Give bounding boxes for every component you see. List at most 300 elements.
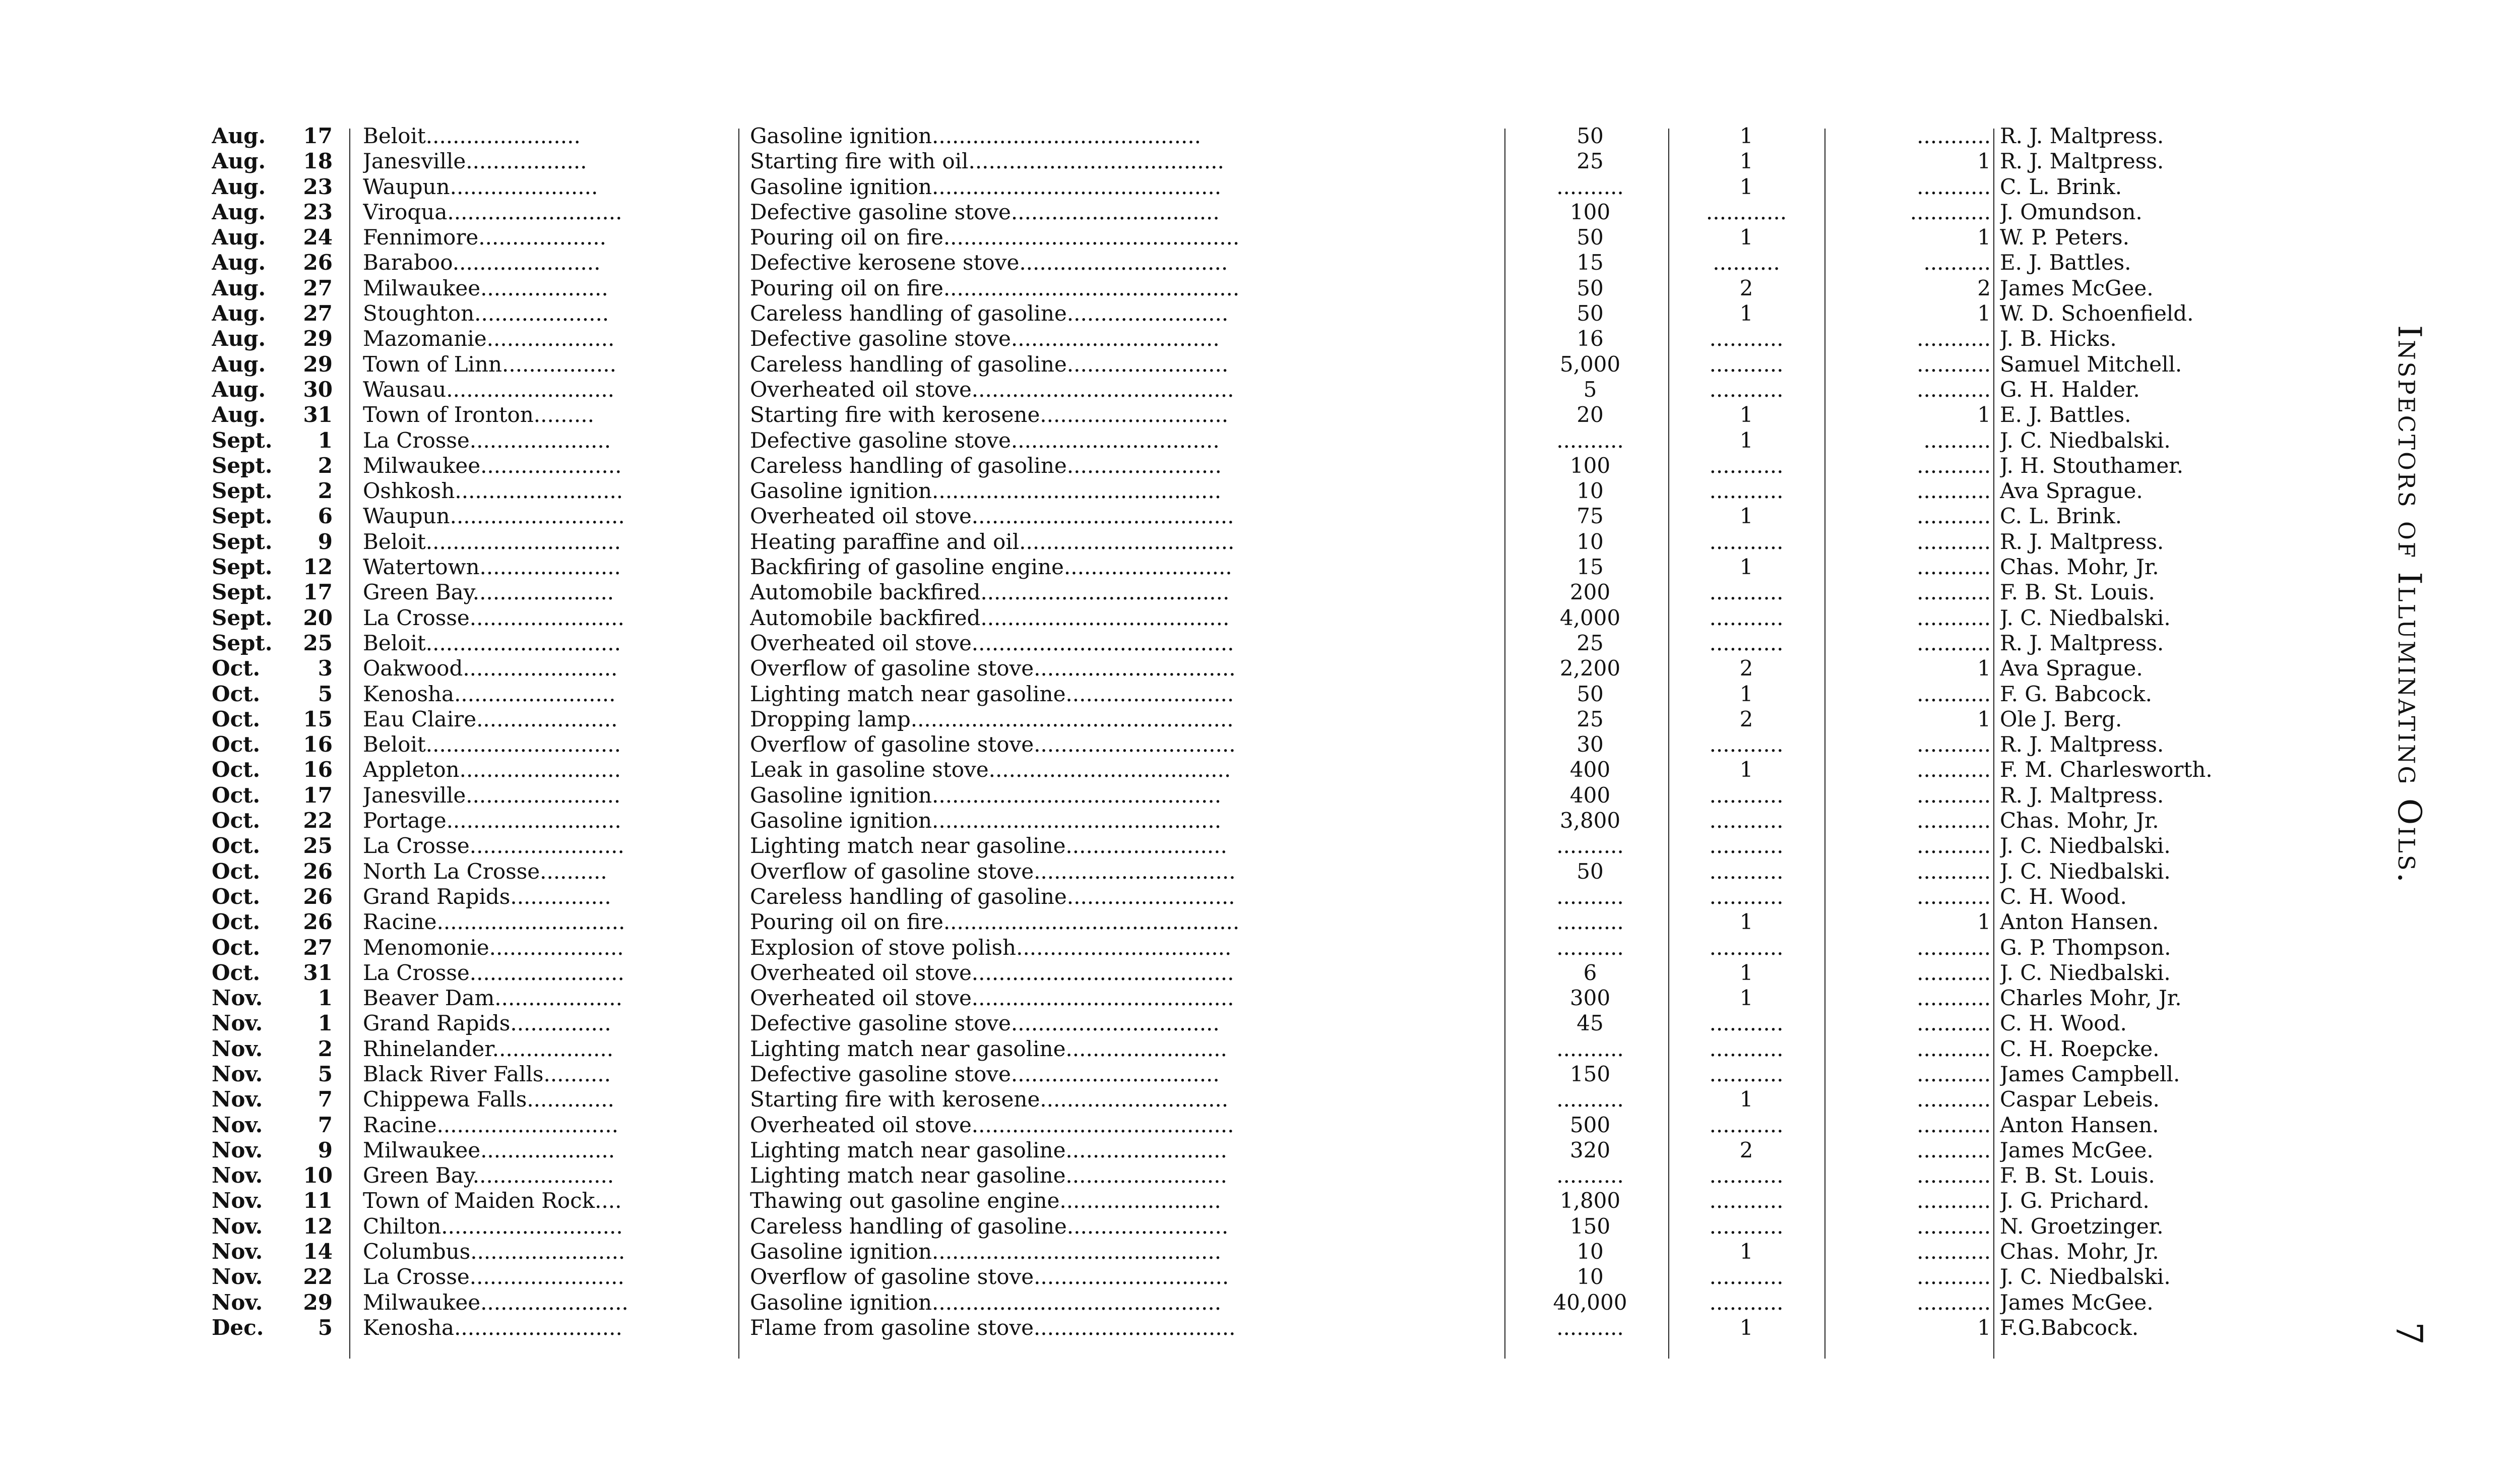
row-place: Waupun...................... [363,174,598,199]
row-count-a: 1 [1739,1087,1753,1112]
row-month: Nov. [212,1061,263,1086]
row-month: Oct. [212,706,261,731]
row-cause: Overheated oil stove....................................... [750,504,1234,529]
row-place: Wausau......................... [363,377,615,402]
row-inspector: James Campbell. [2000,1061,2180,1086]
row-loss: 25 [1577,149,1604,174]
row-day: 23 [303,174,333,199]
row-count-b: ........... [1917,1163,1991,1188]
row-place: La Crosse....................... [363,833,624,858]
row-place: Rhinelander.................. [363,1036,614,1061]
row-count-b: ........... [1917,630,1991,655]
row-cause: Automobile backfired..................................... [750,605,1230,630]
row-day: 26 [303,858,333,884]
row-loss: 6 [1583,960,1597,985]
table-row [0,402,2369,427]
row-loss: 50 [1577,301,1604,326]
row-count-b: ........... [1917,124,1991,148]
row-month: Nov. [212,1036,263,1061]
row-inspector: W. D. Schoenfield. [2000,301,2194,326]
row-count-b: ........... [1917,1087,1991,1112]
row-count-b: ........... [1917,478,1991,504]
row-day: 26 [303,884,333,909]
row-day: 2 [318,453,333,478]
row-month: Nov. [212,986,263,1011]
row-inspector: W. P. Peters. [2000,225,2129,250]
row-place: Milwaukee.................... [363,1137,615,1162]
row-count-b: ........... [1917,858,1991,884]
row-count-a: ........... [1709,732,1784,757]
row-loss: 100 [1569,199,1611,224]
running-head: Inspectors of Illuminating Oils. [2390,325,2428,885]
row-loss: 150 [1569,1061,1611,1086]
row-day: 25 [303,833,333,858]
row-inspector: F. M. Charlesworth. [2000,757,2213,782]
table-row [0,783,2369,808]
table-row [0,1214,2369,1239]
row-cause: Explosion of stove polish................................ [750,935,1232,960]
row-day: 5 [318,1315,333,1340]
row-cause: Overheated oil stove....................................... [750,1112,1234,1137]
row-place: Chippewa Falls............. [363,1087,614,1112]
row-month: Sept. [212,427,273,453]
row-place: Viroqua.......................... [363,199,622,224]
row-count-b: ........... [1917,1239,1991,1264]
row-count-a: ........... [1709,326,1784,351]
row-month: Nov. [212,1137,263,1162]
row-month: Dec. [212,1315,264,1340]
row-loss: 320 [1569,1137,1611,1162]
row-cause: Defective kerosene stove............................... [750,250,1228,275]
row-count-b: ........... [1917,884,1991,909]
row-cause: Lighting match near gasoline........................ [750,833,1227,858]
row-loss: 5,000 [1559,351,1621,377]
row-day: 3 [318,656,333,681]
row-month: Sept. [212,555,273,580]
row-day: 6 [318,504,333,529]
row-cause: Gasoline ignition........................................... [750,478,1222,504]
table-row [0,453,2369,478]
row-month: Sept. [212,580,273,605]
table-row [0,1062,2369,1087]
row-cause: Defective gasoline stove............................... [750,199,1220,224]
row-count-b: ........... [1917,1264,1991,1290]
row-count-a: ........... [1709,1290,1784,1315]
row-day: 18 [303,149,333,174]
row-day: 17 [303,124,333,148]
row-place: Stoughton.................... [363,301,609,326]
row-cause: Lighting match near gasoline........................ [750,1163,1227,1188]
row-count-b: .......... [1923,250,1991,275]
row-day: 31 [303,402,333,427]
row-loss: 300 [1569,986,1611,1011]
row-month: Aug. [212,250,266,275]
row-month: Oct. [212,960,261,985]
row-count-a: 1 [1739,427,1753,453]
row-count-a: ........... [1709,1112,1784,1137]
row-place: Town of Maiden Rock.... [363,1188,622,1213]
table-row [0,301,2369,326]
row-place: Green Bay..................... [363,580,614,605]
row-inspector: R. J. Maltpress. [2000,782,2164,808]
row-inspector: C. L. Brink. [2000,174,2122,199]
row-count-a: ........... [1709,884,1784,909]
row-loss: 200 [1569,580,1611,605]
row-cause: Thawing out gasoline engine........................ [750,1188,1221,1213]
row-day: 20 [303,605,333,630]
row-count-b: 1 [1977,225,1991,250]
table-row [0,377,2369,402]
row-cause: Starting fire with kerosene............................ [750,1087,1229,1112]
table-row [0,1011,2369,1036]
row-cause: Gasoline ignition........................................... [750,1239,1222,1264]
row-inspector: R. J. Maltpress. [2000,149,2164,174]
row-cause: Careless handling of gasoline........................ [750,1213,1229,1239]
row-month: Nov. [212,1264,263,1290]
row-inspector: J. C. Niedbalski. [2000,1264,2171,1290]
row-count-a: ............ [1706,199,1787,224]
table-row [0,935,2369,960]
row-count-a: ........... [1709,351,1784,377]
row-day: 17 [303,580,333,605]
row-count-b: 1 [1977,656,1991,681]
table-row [0,833,2369,858]
row-day: 29 [303,326,333,351]
row-inspector: James McGee. [2000,1137,2154,1162]
row-cause: Overheated oil stove....................................... [750,630,1234,655]
row-inspector: J. H. Stouthamer. [2000,453,2184,478]
row-place: Appleton........................ [363,757,621,782]
row-loss: 1,800 [1559,1188,1621,1213]
row-day: 27 [303,301,333,326]
row-place: Kenosha........................ [363,681,616,706]
row-cause: Gasoline ignition........................................... [750,782,1222,808]
row-inspector: C. H. Wood. [2000,884,2127,909]
row-day: 22 [303,1264,333,1290]
table-row [0,656,2369,681]
row-cause: Automobile backfired..................................... [750,580,1230,605]
row-inspector: G. H. Halder. [2000,377,2140,402]
row-count-a: ........... [1709,580,1784,605]
row-cause: Pouring oil on fire............................................ [750,275,1240,300]
row-month: Aug. [212,301,266,326]
row-count-b: ........... [1917,351,1991,377]
table-row [0,1113,2369,1138]
row-count-b: 2 [1977,275,1991,300]
row-loss: 50 [1577,275,1604,300]
row-count-b: ........... [1917,326,1991,351]
row-place: Beloit............................. [363,630,621,655]
row-loss: 50 [1577,225,1604,250]
row-count-a: ........... [1709,453,1784,478]
row-day: 9 [318,1137,333,1162]
row-place: Portage.......................... [363,808,621,833]
row-inspector: J. C. Niedbalski. [2000,960,2171,985]
row-count-a: ........... [1709,1163,1784,1188]
row-count-a: ........... [1709,630,1784,655]
row-place: Milwaukee...................... [363,1290,628,1315]
row-place: Black River Falls.......... [363,1061,611,1086]
table-row [0,960,2369,986]
row-cause: Gasoline ignition........................................... [750,1290,1222,1315]
row-inspector: R. J. Maltpress. [2000,124,2164,148]
row-month: Aug. [212,275,266,300]
row-place: Janesville.................. [363,149,587,174]
row-count-b: ........... [1917,833,1991,858]
row-cause: Gasoline ignition........................................... [750,808,1222,833]
row-cause: Defective gasoline stove............................... [750,326,1220,351]
row-place: Grand Rapids............... [363,884,611,909]
row-loss: 45 [1577,1011,1604,1036]
row-count-a: 1 [1739,1239,1753,1264]
row-place: Milwaukee................... [363,275,608,300]
row-inspector: Charles Mohr, Jr. [2000,986,2182,1011]
row-loss: .......... [1556,1036,1624,1061]
row-inspector: James McGee. [2000,1290,2154,1315]
row-loss: 25 [1577,630,1604,655]
row-count-a: 1 [1739,124,1753,148]
row-loss: 10 [1577,1264,1604,1290]
row-count-b: ........... [1917,1137,1991,1162]
row-month: Nov. [212,1112,263,1137]
row-month: Oct. [212,732,261,757]
row-count-b: ........... [1917,1112,1991,1137]
row-count-b: ............ [1910,199,1991,224]
row-place: Oshkosh......................... [363,478,623,504]
row-day: 1 [318,986,333,1011]
table-row [0,504,2369,529]
table-row [0,352,2369,377]
row-place: Columbus....................... [363,1239,625,1264]
row-count-a: 1 [1739,225,1753,250]
row-count-b: 1 [1977,909,1991,935]
row-month: Aug. [212,377,266,402]
table-row [0,1239,2369,1264]
row-day: 12 [303,1213,333,1239]
row-cause: Backfiring of gasoline engine......................... [750,555,1232,580]
row-count-a: 1 [1739,301,1753,326]
row-count-a: ........... [1709,808,1784,833]
row-month: Oct. [212,909,261,935]
row-count-a: 1 [1739,681,1753,706]
row-place: Green Bay..................... [363,1163,614,1188]
row-month: Aug. [212,351,266,377]
row-cause: Overflow of gasoline stove.............................. [750,732,1236,757]
row-inspector: J. G. Prichard. [2000,1188,2150,1213]
row-cause: Defective gasoline stove............................... [750,427,1220,453]
row-inspector: F. B. St. Louis. [2000,1163,2155,1188]
row-count-b: ........... [1917,605,1991,630]
table-row [0,555,2369,580]
row-count-b: 1 [1977,706,1991,731]
row-inspector: R. J. Maltpress. [2000,732,2164,757]
row-cause: Careless handling of gasoline........................ [750,301,1229,326]
row-place: Town of Ironton......... [363,402,594,427]
row-count-a: 2 [1739,1137,1753,1162]
row-inspector: Chas. Mohr, Jr. [2000,808,2159,833]
row-count-a: 1 [1739,174,1753,199]
table-row [0,149,2369,174]
row-loss: .......... [1556,427,1624,453]
row-month: Aug. [212,124,266,148]
row-day: 5 [318,1061,333,1086]
table-row [0,605,2369,631]
row-loss: 2,200 [1559,656,1621,681]
row-count-b: ........... [1917,681,1991,706]
row-day: 1 [318,1011,333,1036]
table-row [0,1290,2369,1315]
row-day: 16 [303,757,333,782]
row-inspector: Caspar Lebeis. [2000,1087,2160,1112]
row-inspector: James McGee. [2000,275,2154,300]
row-inspector: C. H. Roepcke. [2000,1036,2160,1061]
row-inspector: C. L. Brink. [2000,504,2122,529]
row-cause: Leak in gasoline stove.................................... [750,757,1231,782]
table-row [0,124,2369,149]
row-cause: Lighting match near gasoline........................ [750,1036,1227,1061]
row-cause: Overflow of gasoline stove............................. [750,1264,1229,1290]
row-count-a: ........... [1709,605,1784,630]
row-month: Oct. [212,782,261,808]
row-count-a: 1 [1739,149,1753,174]
row-cause: Overheated oil stove....................................... [750,377,1234,402]
row-inspector: Ava Sprague. [2000,656,2143,681]
row-place: Grand Rapids............... [363,1011,611,1036]
row-day: 15 [303,706,333,731]
row-loss: .......... [1556,884,1624,909]
row-count-b: 1 [1977,301,1991,326]
table-row [0,631,2369,656]
row-month: Aug. [212,174,266,199]
row-count-b: ........... [1917,529,1991,554]
row-count-b: ........... [1917,960,1991,985]
row-place: Beloit............................. [363,529,621,554]
row-month: Sept. [212,630,273,655]
row-place: Waupun.......................... [363,504,625,529]
row-day: 2 [318,1036,333,1061]
table-row [0,757,2369,782]
row-cause: Careless handling of gasoline......................... [750,884,1235,909]
row-day: 24 [303,225,333,250]
row-cause: Overflow of gasoline stove.............................. [750,858,1236,884]
row-month: Nov. [212,1011,263,1036]
row-day: 2 [318,478,333,504]
table-row [0,1264,2369,1290]
row-place: Eau Claire..................... [363,706,618,731]
row-loss: 30 [1577,732,1604,757]
row-month: Aug. [212,149,266,174]
row-month: Oct. [212,858,261,884]
row-month: Nov. [212,1188,263,1213]
row-day: 11 [303,1188,333,1213]
row-inspector: G. P. Thompson. [2000,935,2171,960]
row-cause: Gasoline ignition........................................ [750,124,1202,148]
row-cause: Overheated oil stove....................................... [750,986,1234,1011]
row-day: 26 [303,250,333,275]
row-inspector: Ava Sprague. [2000,478,2143,504]
row-day: 12 [303,555,333,580]
row-day: 25 [303,630,333,655]
row-count-a: 1 [1739,402,1753,427]
row-inspector: Ole J. Berg. [2000,706,2122,731]
row-month: Aug. [212,402,266,427]
row-month: Nov. [212,1239,263,1264]
row-count-b: ........... [1917,782,1991,808]
row-month: Oct. [212,935,261,960]
row-inspector: Anton Hansen. [2000,1112,2159,1137]
row-cause: Gasoline ignition........................................... [750,174,1222,199]
row-day: 1 [318,427,333,453]
row-loss: 10 [1577,478,1604,504]
row-month: Aug. [212,199,266,224]
row-loss: 400 [1569,757,1611,782]
row-place: Oakwood....................... [363,656,618,681]
row-loss: 50 [1577,681,1604,706]
row-cause: Pouring oil on fire............................................ [750,909,1240,935]
row-inspector: Samuel Mitchell. [2000,351,2182,377]
row-count-b: ........... [1917,1061,1991,1086]
row-place: Menomonie.................... [363,935,624,960]
row-count-a: ........... [1709,1061,1784,1086]
row-loss: .......... [1556,174,1624,199]
row-count-a: 2 [1739,275,1753,300]
row-day: 31 [303,960,333,985]
row-loss: 500 [1569,1112,1611,1137]
row-loss: .......... [1556,833,1624,858]
table-row [0,250,2369,275]
table-row [0,1188,2369,1213]
table-row [0,276,2369,301]
row-count-a: 1 [1739,1315,1753,1340]
row-day: 9 [318,529,333,554]
row-place: Beaver Dam................... [363,986,622,1011]
row-month: Oct. [212,833,261,858]
row-count-b: ........... [1917,1011,1991,1036]
row-count-b: ........... [1917,555,1991,580]
row-count-a: 1 [1739,909,1753,935]
row-count-b: ........... [1917,377,1991,402]
row-month: Oct. [212,681,261,706]
row-count-b: ........... [1917,935,1991,960]
table-row [0,1163,2369,1188]
row-count-b: ........... [1917,1290,1991,1315]
table-row [0,1036,2369,1062]
table-row [0,707,2369,732]
row-loss: 5 [1583,377,1597,402]
row-cause: Starting fire with oil...................................... [750,149,1224,174]
row-count-b: 1 [1977,1315,1991,1340]
row-day: 7 [318,1112,333,1137]
row-loss: 3,800 [1559,808,1621,833]
row-month: Nov. [212,1213,263,1239]
row-count-b: ........... [1917,504,1991,529]
row-place: Baraboo...................... [363,250,601,275]
row-inspector: F. B. St. Louis. [2000,580,2155,605]
row-loss: 100 [1569,453,1611,478]
row-inspector: E. J. Battles. [2000,402,2131,427]
row-inspector: J. C. Niedbalski. [2000,427,2171,453]
row-day: 5 [318,681,333,706]
row-inspector: Anton Hansen. [2000,909,2159,935]
table-row [0,478,2369,504]
row-month: Oct. [212,808,261,833]
row-count-a: ........... [1709,1213,1784,1239]
row-count-b: ........... [1917,1213,1991,1239]
row-month: Oct. [212,656,261,681]
row-place: Fennimore................... [363,225,606,250]
row-loss: .......... [1556,935,1624,960]
row-count-a: ........... [1709,529,1784,554]
